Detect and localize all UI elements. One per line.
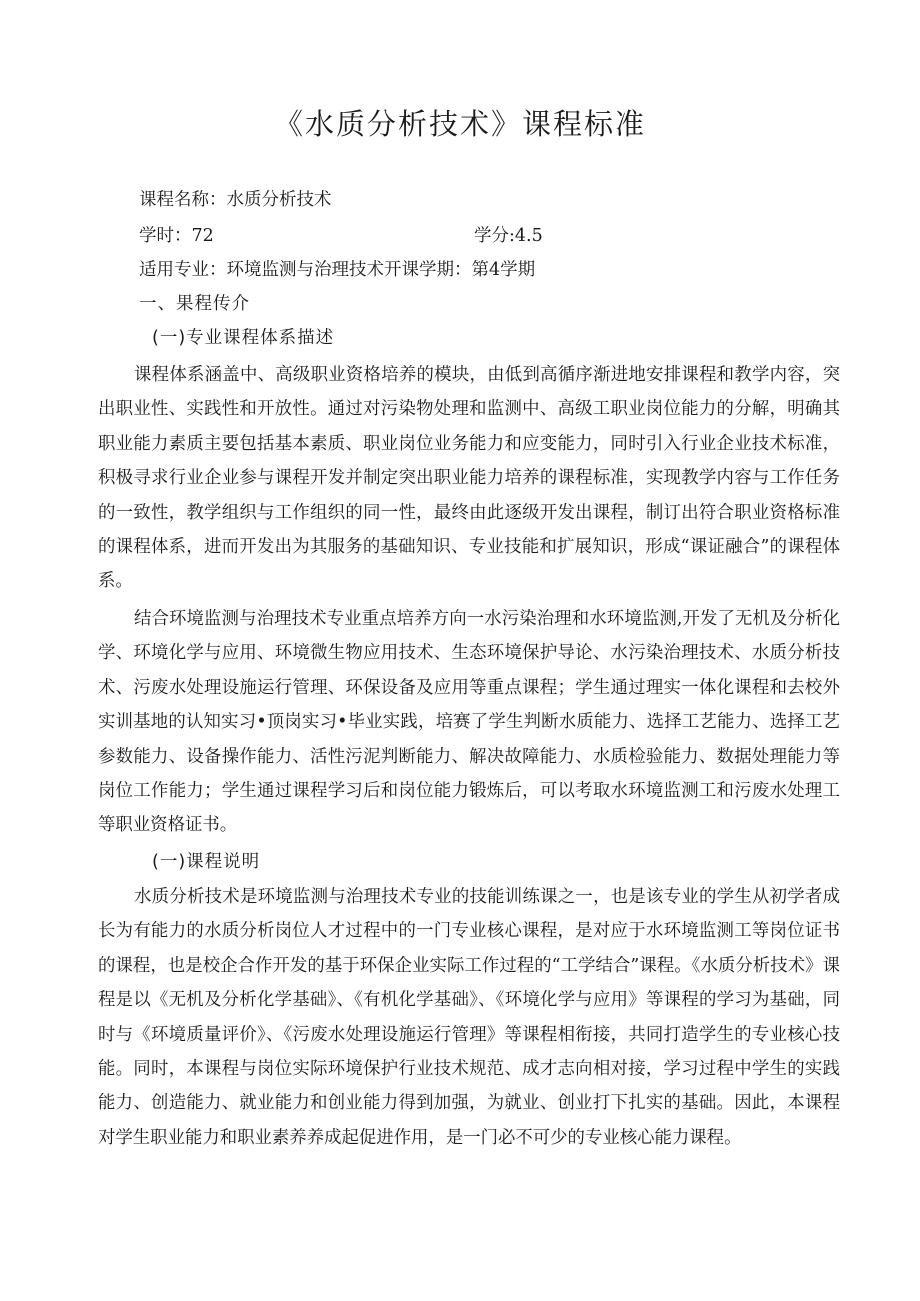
paragraph-course-description: 水质分析技术是环境监测与治理技术专业的技能训练课之一，也是该专业的学生从初学者成长为有能力的水质分析岗位人才过程中的一门专业核心课程，是对应于水环境监测工等岗位证书的课程，也是校企合作开发的基于环保企业实际工作过程的“工学结合”课程。《水质分析技术》课程是以《无机及分析化学基础》、《有机化学基础》、《环境化学与应用》等课程的学习为基础，同时与《环境质量评价》、《污废水处理设施运行管理》等课程相衔接，共同打造学生的专业核心技能。同时，本课程与岗位实际环境保护行业技术规范、成才志向相对接，学习过程中学生的实践能力、创造能力、就业能力和创业能力得到加强，为就业、创业打下扎实的基础。因此，本课程对学生职业能力和职业素养养成起促进作用，是一门必不可少的专业核心能力课程。 xyxy=(98,887,840,1148)
course-hours: 学时：72 xyxy=(139,226,214,246)
major-and-term-line: 适用专业：环境监测与治理技术开课学期：第4学期 xyxy=(139,260,536,280)
document-title: 《水质分析技术》课程标准 xyxy=(273,107,646,141)
subsection-heading-system: (一)专业课程体系描述 xyxy=(152,328,335,348)
subsection-heading-description: (一)课程说明 xyxy=(152,852,261,872)
course-name-line: 课程名称：水质分析技术 xyxy=(139,190,332,210)
course-credits: 学分:4.5 xyxy=(474,226,543,246)
paragraph-key-courses: 结合环境监测与治理技术专业重点培养方向一水污染治理和水环境监测,开发了无机及分析化学、环境化学与应用、环境微生物应用技术、生态环境保护导论、水污染治理技术、水质分析技术、污废水处理设施运行管理、环保设备及应用等重点课程；学生通过理实一体化课程和去校外实训基地的认知实习•顶岗实习•毕业实践，培赛了学生判断水质能力、选择工艺能力、选择工艺参数能力、设备操作能力、活性污泥判断能力、解决故障能力、水质检验能力、数据处理能力等岗位工作能力；学生通过课程学习后和岗位能力锻炼后，可以考取水环境监测工和污废水处理工等职业资格证书。 xyxy=(98,609,840,836)
paragraph-course-system: 课程体系涵盖中、高级职业资格培养的模块，由低到高循序渐进地安排课程和教学内容，突出职业性、实践性和开放性。通过对污染物处理和监测中、高级工职业岗位能力的分解，明确其职业能力素质主要包括基本素质、职业岗位业务能力和应变能力，同时引入行业企业技术标准，积极寻求行业企业参与课程开发并制定突出职业能力培养的课程标准，实现教学内容与工作任务的一致性，教学组织与工作组织的同一性，最终由此逐级开发出课程，制订出符合职业资格标准的课程体系，进而开发出为其服务的基础知识、专业技能和扩展知识，形成“课证融合”的课程体系。 xyxy=(98,365,840,592)
section-heading-intro: 一、果程传介 xyxy=(139,294,250,314)
